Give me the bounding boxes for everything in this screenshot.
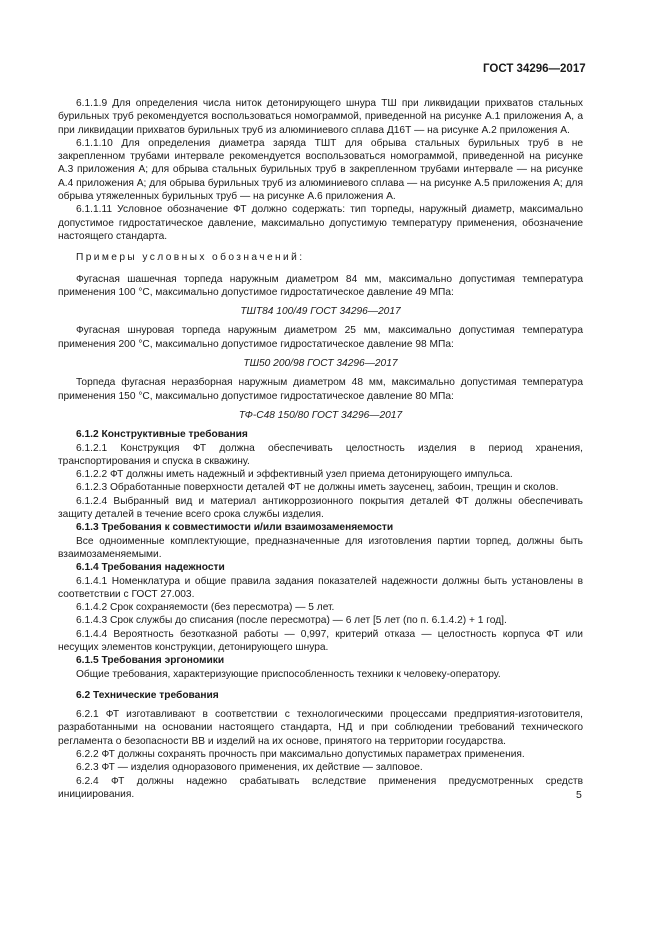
clause-6-1-3: Все одноименные комплектующие, предназначенные для изготовления партии торпед, должны быть взаимозаменяемыми. bbox=[58, 535, 583, 560]
clause-6-1-5: Общие требования, характеризующие приспособленность техники к человеку-оператору. bbox=[76, 668, 501, 680]
clause-6-1-1-11: 6.1.1.11 Условное обозначение ФТ должно содержать: тип торпеды, наружный диаметр, максимально допустимое гидростатическое давление, максимально допустимую температуру применения, обозначение настоящего стандарта. bbox=[58, 204, 583, 242]
clause-6-2-3: 6.2.3 ФТ — изделия одноразового применения, их действие — залповое. bbox=[76, 762, 423, 774]
clause-6-1-2-4: 6.1.2.4 Выбранный вид и материал антикоррозионного покрытия деталей ФТ должны обеспечивать защиту деталей в течение всего срока службы изделия. bbox=[58, 495, 583, 521]
heading-6-1-5: 6.1.5 Требования эргономики bbox=[76, 655, 225, 667]
clause-6-2-1: 6.2.1 ФТ изготавливают в соответствии с технологическими процессами предприятия-изготовителя, разработанными на основании настоящего стандарта, НД и при соблюдении требований технического регламента о безопасности ВВ и изделий на их основе, принятого на территории государства. bbox=[58, 709, 583, 747]
example-2-text: Фугасная шнуровая торпеда наружным диаметром 25 мм, максимально допустимая температура применения 200 °С, максимально допустимое гидростатическое давление 98 МПа: bbox=[58, 325, 583, 350]
clause-6-2-2: 6.2.2 ФТ должны сохранять прочность при максимально допустимых параметрах применения. bbox=[76, 749, 525, 761]
example-1-code: ТШТ84 100/49 ГОСТ 34296—2017 bbox=[240, 306, 401, 318]
document-header: ГОСТ 34296—2017 bbox=[483, 63, 586, 75]
heading-6-2: 6.2 Технические требования bbox=[76, 689, 219, 701]
clause-6-1-2-2: 6.1.2.2 ФТ должны иметь надежный и эффективный узел приема детонирующего импульса. bbox=[76, 469, 513, 481]
examples-title: Примеры условных обозначений: bbox=[76, 252, 305, 264]
example-3-code: ТФ-С48 150/80 ГОСТ 34296—2017 bbox=[238, 409, 403, 421]
clause-6-1-4-3: 6.1.4.3 Срок службы до списания (после пересмотра) — 6 лет [5 лет (по п. 6.1.4.2) + 1 год]. bbox=[76, 615, 507, 627]
clause-6-1-4-1: 6.1.4.1 Номенклатура и общие правила задания показателей надежности должны быть установлены в соответствии с ГОСТ 27.003. bbox=[58, 575, 583, 600]
clause-6-1-2-3: 6.1.2.3 Обработанные поверхности деталей ФТ не должны иметь заусенец, забоин, трещин и сколов. bbox=[76, 482, 559, 494]
page-number: 5 bbox=[576, 789, 582, 801]
clause-6-1-2-1: 6.1.2.1 Конструкция ФТ должна обеспечивать целостность изделия в период хранения, транспортирования и спуска в скважину. bbox=[58, 442, 583, 467]
clause-6-1-4-2: 6.1.4.2 Срок сохраняемости (без пересмотра) — 5 лет. bbox=[76, 602, 335, 614]
clause-6-2-4: 6.2.4 ФТ должны надежно срабатывать вследствие применения предусмотренных средств инициирования. bbox=[58, 775, 583, 800]
example-3-text: Торпеда фугасная неразборная наружным диаметром 48 мм, максимально допустимая температура применения 150 °С, максимально допустимое гидростатическое давление 80 МПа: bbox=[58, 377, 583, 402]
heading-6-1-4: 6.1.4 Требования надежности bbox=[76, 562, 225, 574]
heading-6-1-3: 6.1.3 Требования к совместимости и/или взаимозаменяемости bbox=[76, 522, 394, 534]
clause-6-1-1-9: 6.1.1.9 Для определения числа ниток детонирующего шнура ТШ при ликвидации прихватов стальных бурильных труб рекомендуется воспользоваться номограммой, приведенной на рисунке А.1 приложения А, а при ликвидации прихватов бурильных труб из алюминиевого сплава Д16Т — на рисунке А.2 приложения А. bbox=[58, 98, 583, 136]
clause-6-1-4-4: 6.1.4.4 Вероятность безотказной работы — 0,997, критерий отказа — целостность корпуса ФТ или несущих элементов конструкции, детонирующего шнура. bbox=[58, 628, 583, 653]
heading-6-1-2: 6.1.2 Конструктивные требования bbox=[76, 429, 248, 441]
example-2-code: ТШ50 200/98 ГОСТ 34296—2017 bbox=[243, 358, 398, 370]
clause-6-1-1-10: 6.1.1.10 Для определения диаметра заряда ТШТ для обрыва стальных бурильных труб в не закрепленном трубами интервале рекомендуется воспользоваться номограммой, приведенной на рисунке А.3 приложения А; для обрыва стальных бурильных труб в закрепленном трубами интервале — на рисунке А.4 приложения А; для обрыва бурильных труб из алюминиевого сплава — на рисунке А.5 приложения А; для обрыва утяжеленных бурильных труб — на рисунке А.6 приложения А. bbox=[58, 137, 583, 203]
example-1-text: Фугасная шашечная торпеда наружным диаметром 84 мм, максимально допустимая температура применения 100 °С, максимально допустимое гидростатическое давление 49 МПа: bbox=[58, 273, 583, 298]
document-body bbox=[58, 97, 583, 801]
